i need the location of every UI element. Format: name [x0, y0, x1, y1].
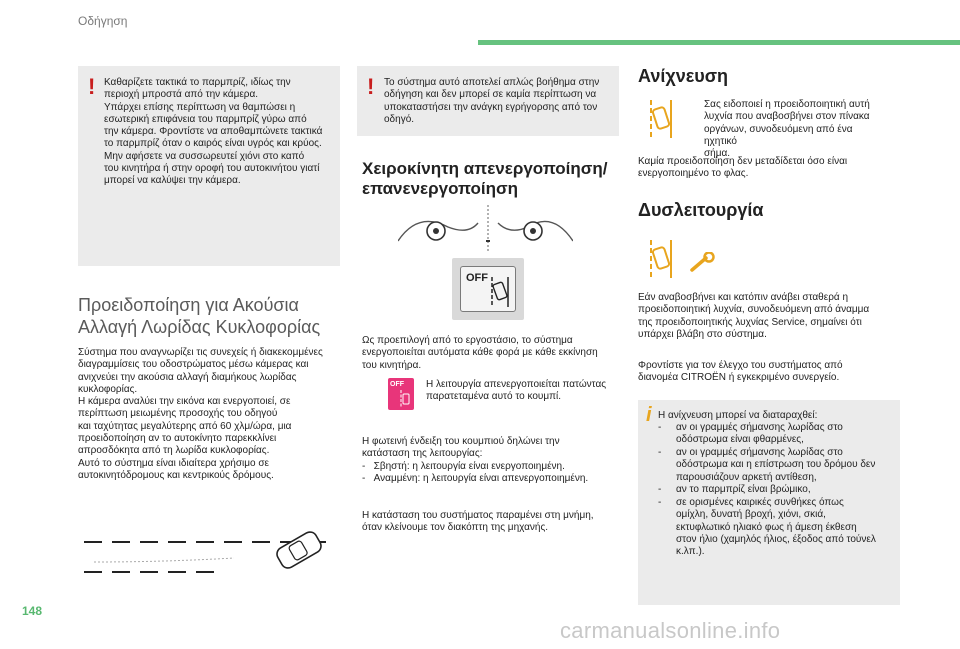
heading-malfunction: Δυσλειτουργία [638, 200, 764, 220]
small-off-label: OFF [390, 381, 404, 388]
heading-detection: Ανίχνευση [638, 66, 729, 86]
info-item-text: αν οι γραμμές σήμανσης λωρίδας στο οδόστρωμα είναι φθαρμένες, [676, 422, 843, 446]
lane-warning-lamp-icon [648, 100, 674, 138]
lane-assist-off-button-small[interactable] [388, 378, 414, 410]
factory-default-text: Ως προεπιλογή από το εργοστάσιο, το σύστημα ενεργοποιείται αυτόματα κάθε φορά με κάθε εκκίνηση του κινητήρα. [362, 335, 598, 371]
info-icon: i [646, 404, 652, 426]
indicator-bullet-off: - Σβηστή: η λειτουργία είναι ενεργοποιημένη. [362, 461, 565, 472]
malfunction-text: Εάν αναβοσβήνει και κατόπιν ανάβει σταθερά η προειδοποιητική λυχνία, συνοδευόμενη από άναμμα της προειδοποιητικής λυχνίας Service, σημαίνει ότι υπάρχει βλάβη στο σύστημα. [638, 292, 870, 340]
dashboard-illustration [398, 205, 573, 251]
heading-lane-departure-line1: Προειδοποίηση για Ακούσια [78, 295, 299, 315]
warning-text-camera: Καθαρίζετε τακτικά το παρμπρίζ, ιδίως την περιοχή μπροστά από την κάμερα. Υπάρχει επίσης περίπτωση να θαμπώσει η εσωτερική επιφάνεια του παρμπρίζ γύρω από την κάμερα. Φροντίστε να αποθαμπώνετε τακτικά το παρμπρίζ όταν ο καιρός είναι υγρός και κρύος. Μην αφήσετε να συσσωρευτεί χιόνι στο καπό του κινητήρα ή στην οροφή του αυτοκινήτου γιατί μπορεί να καλύψει την κάμερα. [104, 77, 323, 187]
lane-departure-illustration [84, 520, 344, 590]
press-hold-text: Η λειτουργία απενεργοποιείται πατώντας παρατεταμένα αυτό το κουμπί. [426, 379, 607, 403]
small-lane-car-icon [400, 390, 412, 408]
heading-manual-toggle-line1: Χειροκίνητη απενεργοποίηση/ [362, 159, 608, 178]
warning-icon: ! [88, 74, 96, 99]
warning-text-assist: Το σύστημα αυτό αποτελεί απλώς βοήθημα στην οδήγηση και δεν μπορεί σε καμία περίπτωση να υποκαταστήσει την ανάγκη εγρήγορσης από τον οδηγό. [384, 77, 600, 125]
warning-icon: ! [367, 74, 375, 99]
vehicle-trajectory [94, 558, 234, 562]
info-item-text: αν οι γραμμές σήμανσης λωρίδας στο οδόστρωμα και η επίστρωση του δρόμου δεν παρουσιάζουν αρκετή αντίθεση, [676, 447, 876, 483]
off-button-label: OFF [466, 272, 488, 284]
indicator-bullet-on: - Αναμμένη: η λειτουργία είναι απενεργοποιημένη. [362, 473, 589, 484]
bullet-text: Σβηστή: η λειτουργία είναι ενεργοποιημένη. [373, 461, 565, 472]
lane-warning-lamp-icon [648, 240, 674, 278]
detection-text: Σας ειδοποιεί η προειδοποιητική αυτή λυχνία που αναβοσβήνει στον πίνακα οργάνων, συνοδευόμενη από ένα ηχητικό σήμα. [704, 99, 870, 160]
memory-state-text: Η κατάσταση του συστήματος παραμένει στη μνήμη, όταν κλείνουμε τον διακόπτη της μηχανής. [362, 510, 594, 534]
info-item-text: αν το παρμπρίζ είναι βρώμικο, [676, 484, 811, 495]
car-top-view-icon [274, 529, 323, 570]
heading-manual-toggle-line2: επανενεργοποίηση [362, 179, 519, 198]
page-number: 148 [22, 604, 43, 618]
service-wrench-icon [690, 252, 716, 272]
info-intro: Η ανίχνευση μπορεί να διαταραχθεί: [658, 410, 818, 421]
bullet-text: Αναμμένη: η λειτουργία είναι απενεργοποιημένη. [373, 473, 589, 484]
detection-note: Καμία προειδοποίηση δεν μεταδίδεται όσο είναι ενεργοποιημένο το φλας. [638, 156, 848, 180]
lane-departure-description: Σύστημα που αναγνωρίζει τις συνεχείς ή διακεκομμένες διαγραμμίσεις του οδοστρώματος μέσω κάμερας και ανιχνεύει την ακούσια αλλαγή διαμήκους λωρίδας κυκλοφορίας. Η κάμερα αναλύει την εικόνα και ενεργοποιεί, σε περίπτωση μειωμένης προσοχής του οδηγού και ταχύτητας μεγαλύτερης από 60 χλμ/ώρα, μια προειδοποίηση αν το αυτοκίνητο παρεκκλίνει απροσδόκητα από τη λωρίδα κυκλοφορίας. Αυτό το σύστημα είναι ιδιαίτερα χρήσιμο σε αυτοκινητόδρομους και κεντρικούς δρόμους. [78, 347, 323, 481]
indicator-status-text: Η φωτεινή ένδειξη του κουμπιού δηλώνει την κατάσταση της λειτουργίας: [362, 436, 560, 460]
steering-wheel-left-icon [398, 221, 478, 241]
section-accent-bar [478, 40, 960, 45]
lane-assist-off-button[interactable] [460, 266, 516, 312]
heading-lane-departure-line2: Αλλαγή Λωρίδας Κυκλοφορίας [78, 317, 321, 337]
lane-departure-car-icon [489, 277, 511, 307]
steering-wheel-right-icon [498, 221, 573, 241]
malfunction-advice: Φροντίστε για τον έλεγχο του συστήματος από διανομέα CITROËN ή εγκεκριμένο συνεργείο. [638, 360, 843, 384]
section-title: Οδήγηση [78, 14, 128, 28]
info-item-text: σε ορισμένες καιρικές συνθήκες όπως ομίχλη, δυνατή βροχή, χιόνι, σκιά, εκτυφλωτικό ηλιακό φως ή άμεση έκθεση στον ήλιο (χαμηλός ήλιος, έξοδος από τούνελ κ.λπ.). [676, 497, 876, 558]
watermark: carmanualsonline.info [560, 618, 781, 643]
